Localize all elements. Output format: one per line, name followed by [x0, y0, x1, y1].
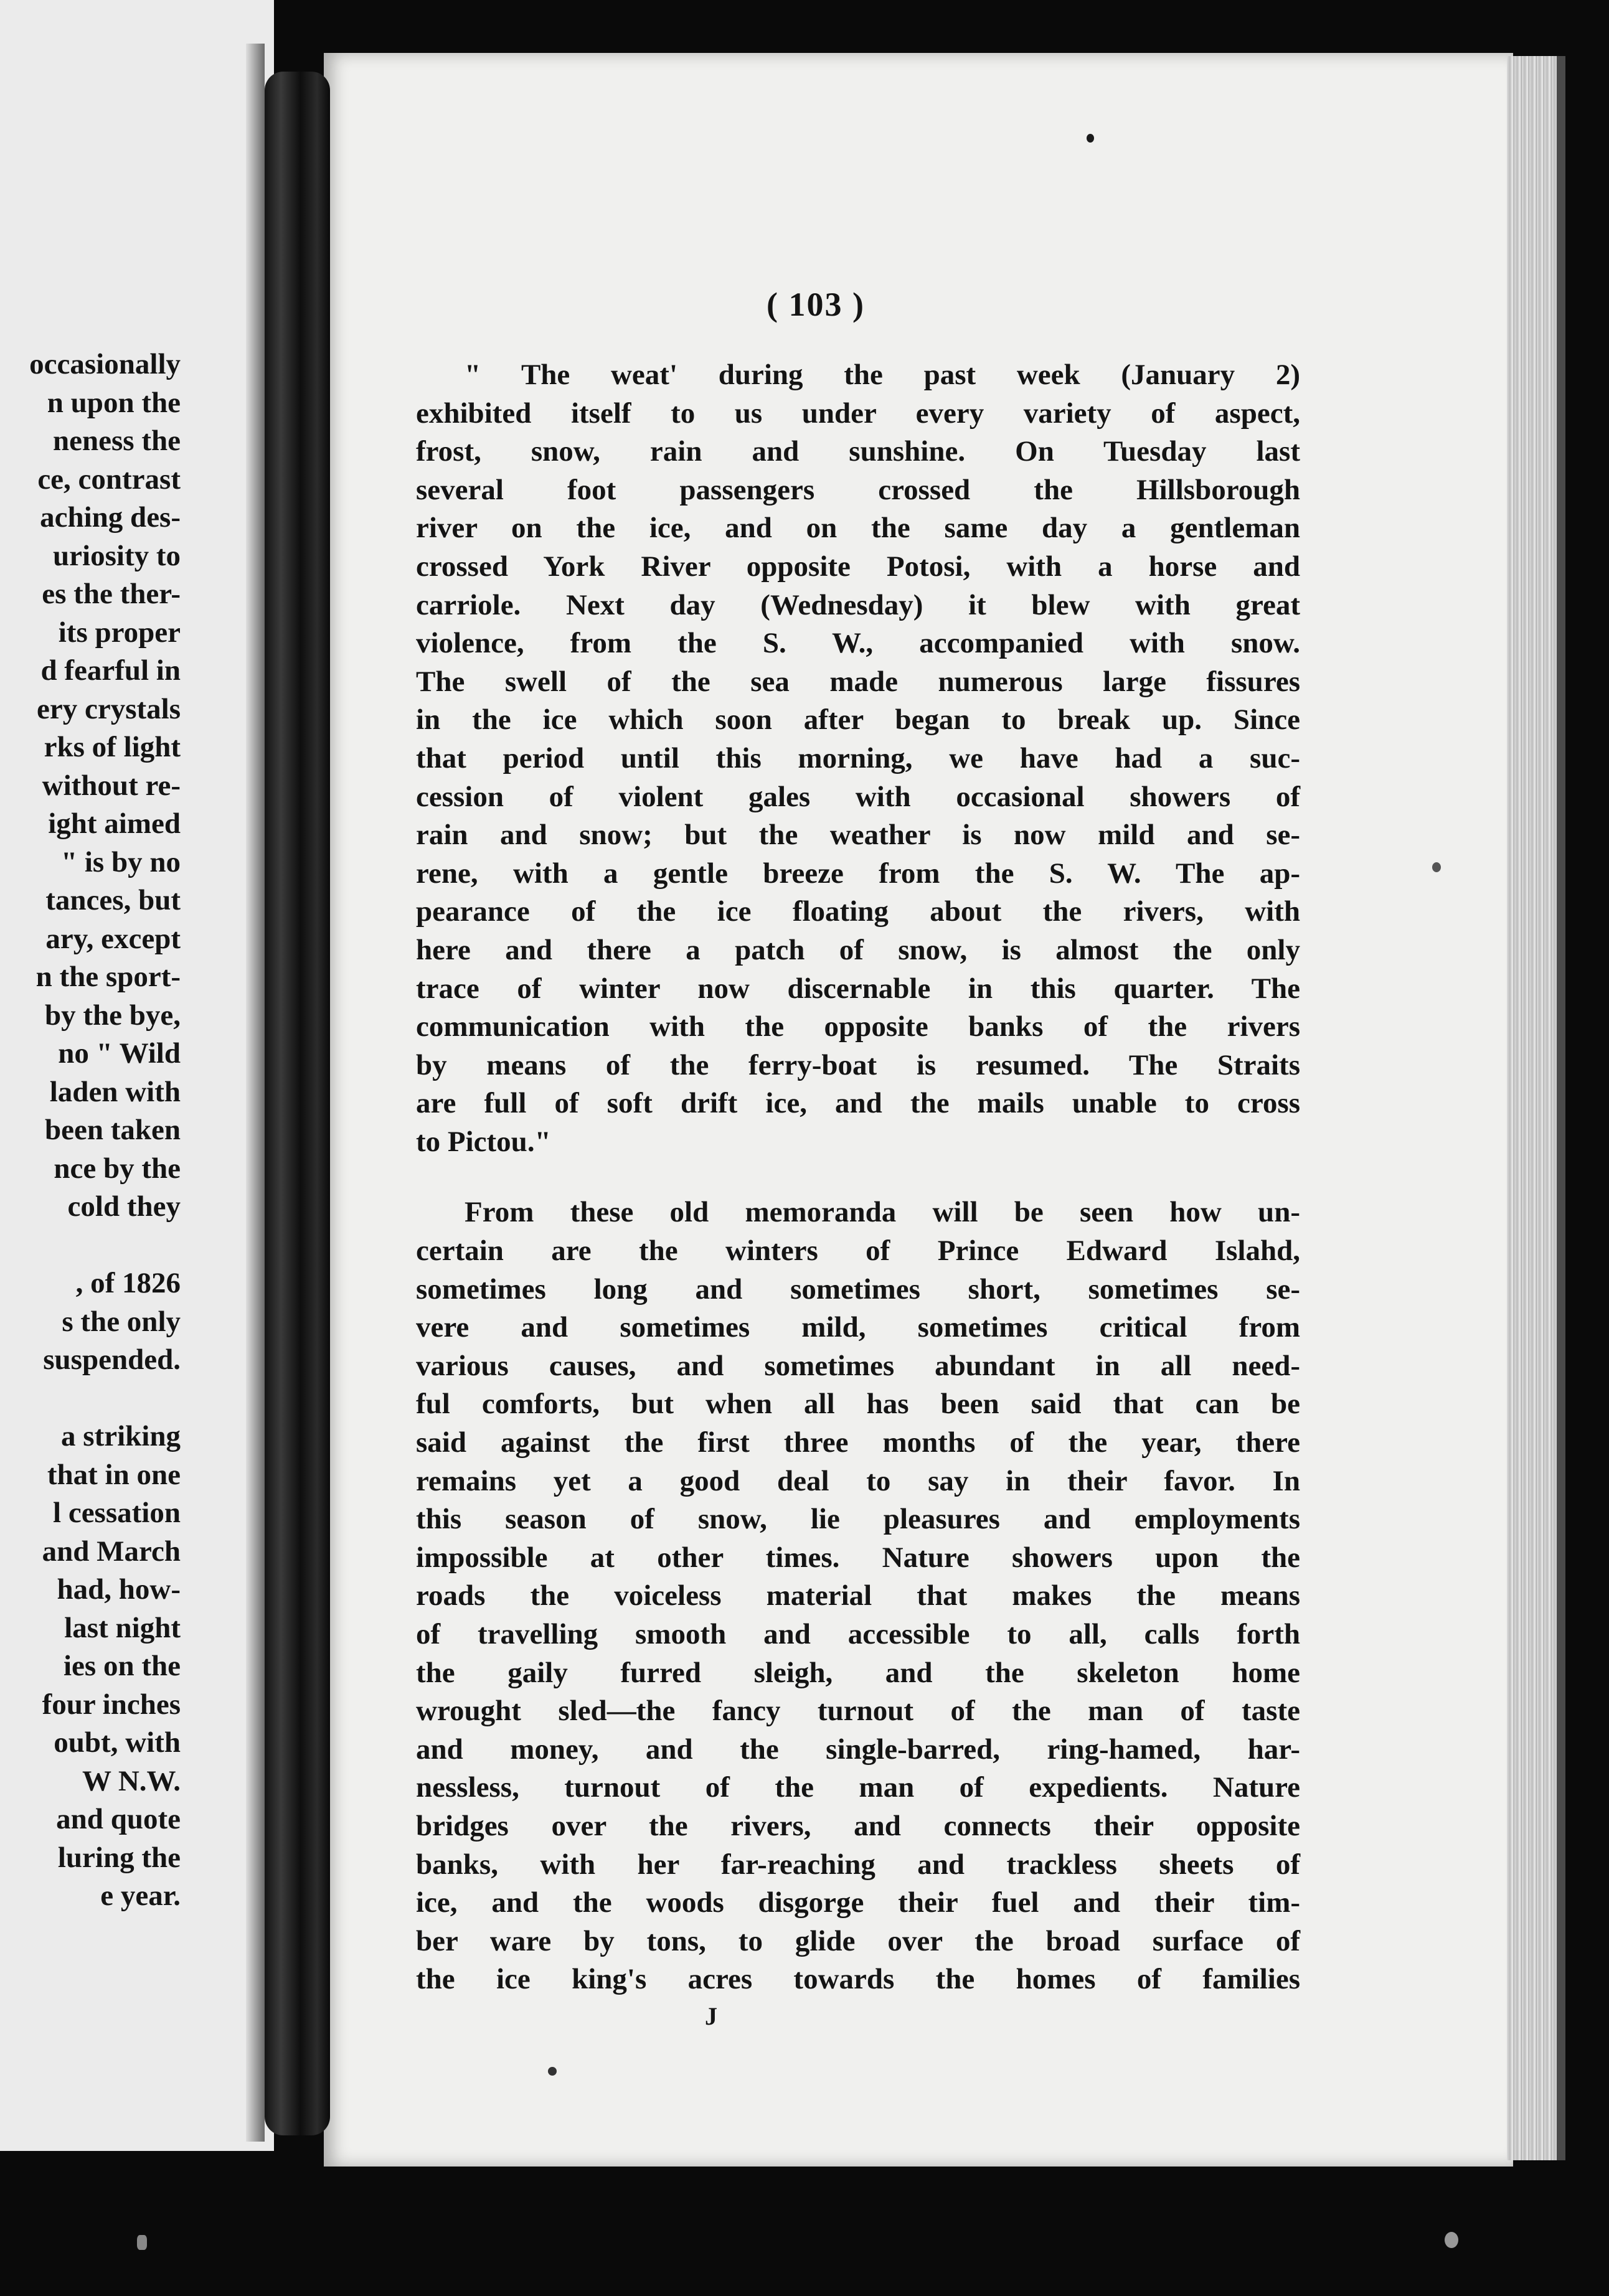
left-page-line: [0, 1380, 181, 1418]
text-line: said against the first three months of the year, there: [416, 1426, 1300, 1459]
paragraph-gap: [416, 1161, 1300, 1193]
left-page-line: oubt, with: [54, 1726, 181, 1759]
text-line: The swell of the sea made numerous large fissures: [416, 665, 1300, 698]
text-line: crossed York River opposite Potosi, with a horse and: [416, 550, 1300, 583]
text-line: impossible at other times. Nature showers upon the: [416, 1541, 1300, 1574]
text-line: " The weat' during the past week (January 2): [465, 359, 1300, 391]
text-line: the ice king's acres towards the homes of families: [416, 1963, 1300, 1996]
ink-speck: [1432, 862, 1441, 872]
left-page-line: been taken: [44, 1114, 181, 1146]
left-page-line: that in one: [47, 1458, 181, 1491]
text-line: to Pictou.": [416, 1125, 551, 1158]
main-text: [416, 356, 1300, 1999]
text-line: river on the ice, and on the same day a gentleman: [416, 512, 1300, 545]
text-line: and money, and the single-barred, ring-hamed, har-: [416, 1733, 1300, 1766]
text-line: various causes, and sometimes abundant in all need-: [416, 1349, 1300, 1382]
text-line: the gaily furred sleigh, and the skeleton home: [416, 1656, 1300, 1689]
left-page-line: es the ther-: [42, 578, 181, 610]
text-line: this season of snow, lie pleasures and employments: [416, 1503, 1300, 1536]
left-page-line: neness the: [53, 425, 181, 457]
text-line: that period until this morning, we have had a suc-: [416, 741, 1300, 774]
text-line: remains yet a good deal to say in their favor. In: [416, 1464, 1300, 1497]
left-page-line: no " Wild: [58, 1037, 181, 1070]
page-number: ( 103 ): [767, 286, 865, 323]
text-line: roads the voiceless material that makes the means: [416, 1579, 1300, 1612]
left-page-line: and March: [42, 1535, 181, 1568]
text-line: in the ice which soon after began to break up. Since: [416, 703, 1300, 736]
text-line: ice, and the woods disgorge their fuel and their tim-: [416, 1886, 1300, 1919]
text-line: rene, with a gentle breeze from the S. W. The ap-: [416, 857, 1300, 890]
text-line: by means of the ferry-boat is resumed. The Straits: [416, 1048, 1300, 1081]
left-page-line: by the bye,: [44, 999, 181, 1032]
text-line: exhibited itself to us under every variety of aspect,: [416, 397, 1300, 430]
signature-mark: J: [705, 2002, 717, 2030]
left-page-line: a striking: [61, 1420, 181, 1452]
ink-speck: [1445, 2232, 1458, 2248]
left-page-line: aching des-: [40, 501, 181, 534]
left-page-line: n upon the: [47, 386, 181, 419]
ink-speck: [137, 2235, 147, 2250]
left-page-line: suspended.: [43, 1343, 181, 1376]
text-line: frost, snow, rain and sunshine. On Tuesday last: [416, 435, 1300, 468]
left-page-line: last night: [64, 1611, 181, 1644]
text-line: banks, with her far-reaching and trackless sheets of: [416, 1848, 1300, 1881]
left-page-line: uriosity to: [53, 539, 181, 572]
left-page-line: occasionally: [29, 348, 181, 380]
left-page-line: without re-: [42, 769, 181, 802]
gutter-shadow: [246, 44, 265, 2142]
left-page-line: d fearful in: [40, 654, 181, 687]
book-spine: [265, 72, 330, 2135]
text-line: carriole. Next day (Wednesday) it blew with great: [416, 588, 1300, 621]
text-line: are full of soft drift ice, and the mails unable to cross: [416, 1087, 1300, 1120]
left-page-line: laden with: [49, 1075, 181, 1108]
text-line: several foot passengers crossed the Hillsborough: [416, 473, 1300, 506]
text-line: vere and sometimes mild, sometimes critical from: [416, 1311, 1300, 1344]
text-line: nessless, turnout of the man of expedients. Nature: [416, 1771, 1300, 1804]
page-edges: [1507, 56, 1560, 2160]
text-line: ful comforts, but when all has been said that can be: [416, 1388, 1300, 1421]
left-page-line: luring the: [57, 1841, 181, 1874]
left-page-line: its proper: [58, 616, 181, 649]
left-facing-page: [0, 0, 274, 2151]
left-page-line: s the only: [62, 1305, 181, 1338]
ink-speck: [548, 2067, 557, 2076]
left-page-line: l cessation: [53, 1497, 181, 1529]
ink-speck: [1087, 134, 1094, 143]
left-page-line: tances, but: [45, 884, 181, 916]
text-line: of travelling smooth and accessible to all, calls forth: [416, 1618, 1300, 1650]
left-page-line: , of 1826: [75, 1267, 181, 1299]
text-line: here and there a patch of snow, is almost the only: [416, 933, 1300, 966]
text-line: trace of winter now discernable in this quarter. The: [416, 972, 1300, 1005]
text-line: pearance of the ice floating about the rivers, with: [416, 895, 1300, 928]
text-line: bridges over the rivers, and connects their opposite: [416, 1809, 1300, 1842]
text-line: certain are the winters of Prince Edward Islahd,: [416, 1235, 1300, 1268]
text-line: sometimes long and sometimes short, sometimes se-: [416, 1273, 1300, 1306]
left-page-line: nce by the: [54, 1152, 181, 1185]
left-page-line: had, how-: [57, 1573, 181, 1606]
quoted-passage: [416, 356, 1300, 1161]
left-page-line: four inches: [42, 1688, 181, 1721]
body-paragraph: [416, 1193, 1300, 1998]
page-edge-shadow: [1557, 56, 1565, 2160]
text-line: wrought sled—the fancy turnout of the man of taste: [416, 1695, 1300, 1728]
text-line: cession of violent gales with occasional showers of: [416, 780, 1300, 813]
left-page-line: and quote: [56, 1803, 181, 1835]
left-page-line: e year.: [100, 1880, 181, 1912]
left-page-line: rks of light: [44, 731, 181, 763]
left-page-line: W N.W.: [82, 1764, 181, 1797]
left-page-line: ce, contrast: [37, 463, 181, 496]
text-line: rain and snow; but the weather is now mild and se-: [416, 819, 1300, 852]
left-page-line: ight aimed: [48, 807, 181, 840]
left-page-line: ary, except: [45, 922, 181, 955]
text-line: From these old memoranda will be seen how un-: [465, 1196, 1300, 1229]
text-line: communication with the opposite banks of the rivers: [416, 1010, 1300, 1043]
text-line: violence, from the S. W., accompanied with snow.: [416, 627, 1300, 660]
text-line: ber ware by tons, to glide over the broad surface of: [416, 1924, 1300, 1957]
left-page-line: ies on the: [64, 1650, 181, 1682]
left-page-text: [0, 346, 181, 1916]
left-page-line: cold they: [67, 1190, 181, 1223]
left-page-line: ery crystals: [37, 692, 181, 725]
left-page-line: " is by no: [61, 845, 181, 878]
left-page-line: [0, 1226, 181, 1265]
left-page-line: n the sport-: [35, 961, 181, 993]
